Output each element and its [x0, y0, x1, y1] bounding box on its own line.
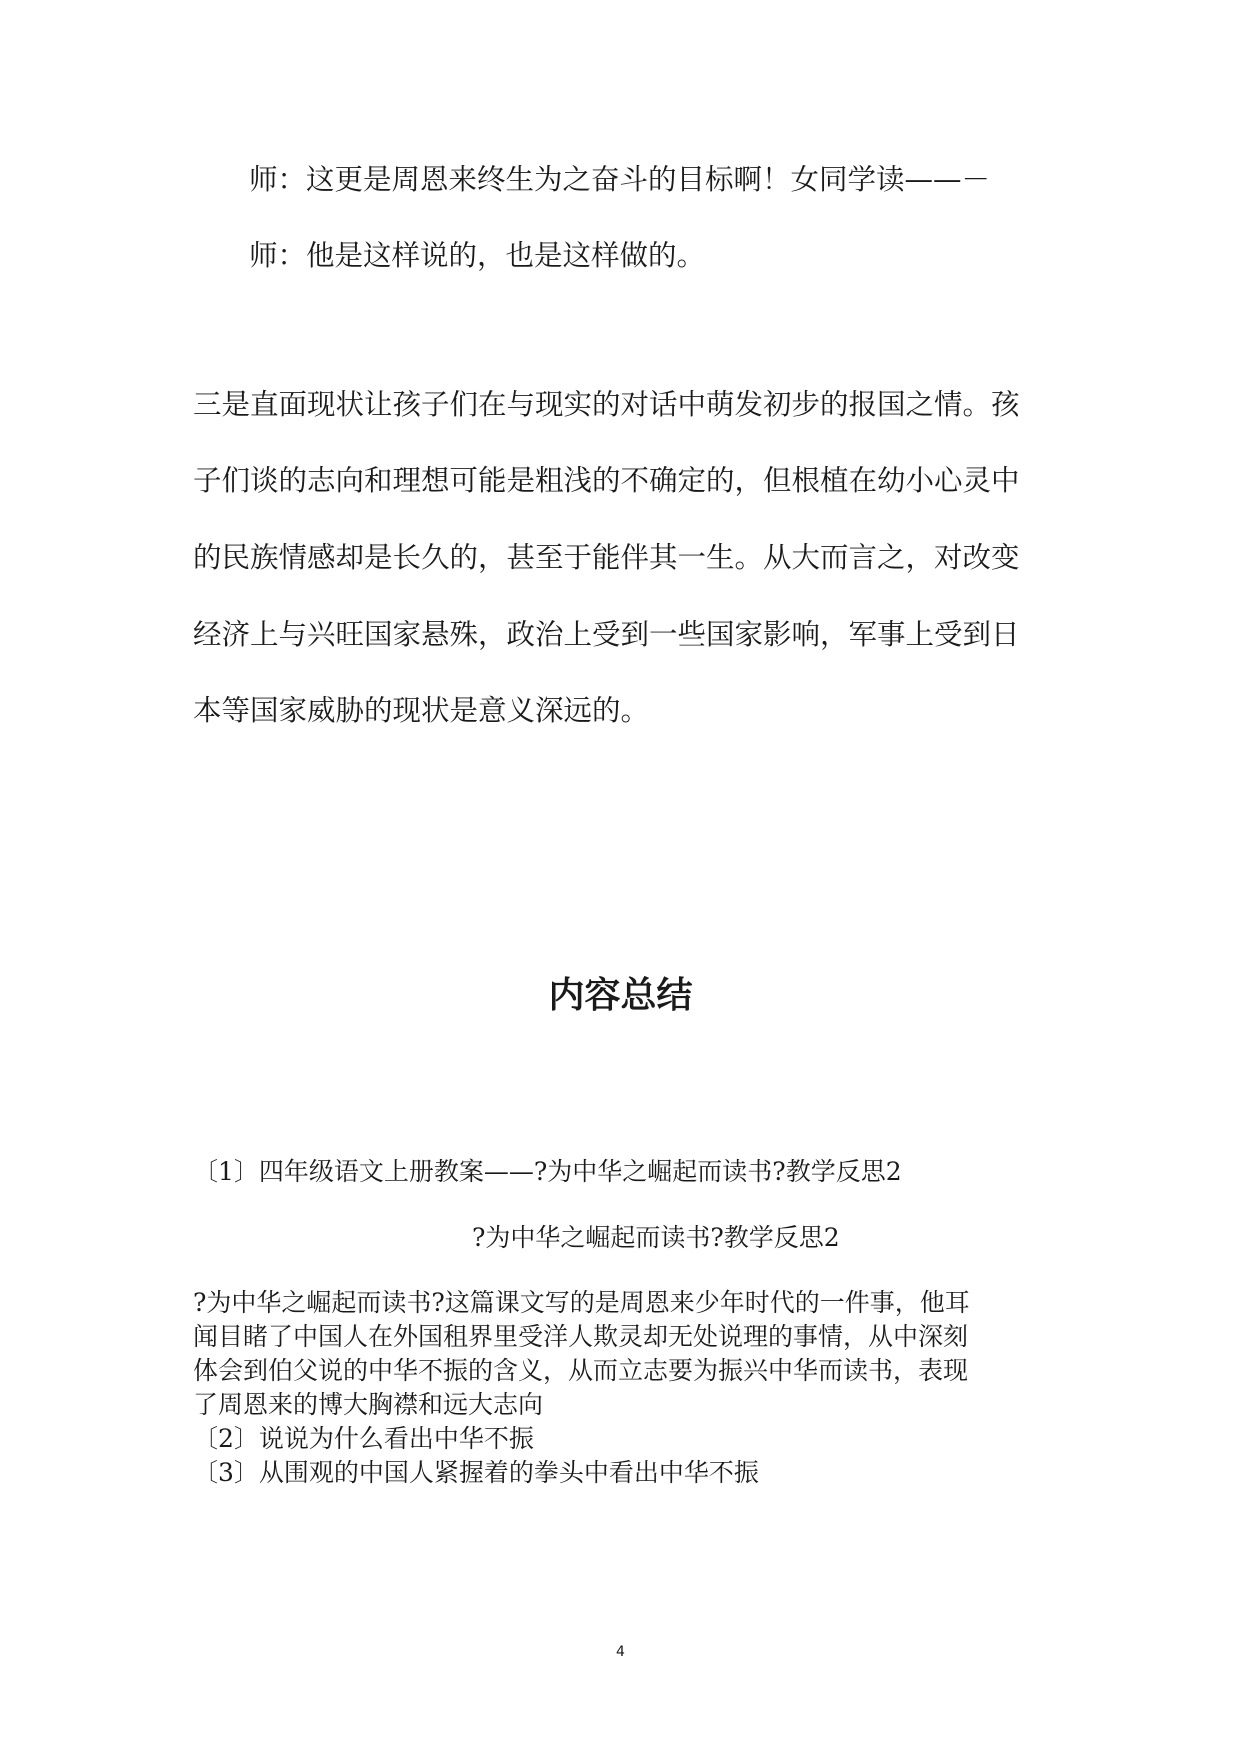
paragraph-line-1: 三是直面现状让孩子们在与现实的对话中萌发初步的报国之情。孩: [193, 388, 1020, 421]
paragraph-line-2: 子们谈的志向和理想可能是粗浅的不确定的，但根植在幼小心灵中: [193, 464, 1020, 497]
summary-item-2: 〔2〕说说为什么看出中华不振: [193, 1424, 534, 1453]
summary-desc-line-2: 闻目睹了中国人在外国租界里受洋人欺灵却无处说理的事情，从中深刻: [193, 1322, 969, 1351]
paragraph-line-5: 本等国家威胁的现状是意义深远的。: [193, 694, 650, 727]
dialogue-line-2: 师：他是这样说的，也是这样做的。: [249, 239, 706, 272]
summary-desc-line-4: 了周恩来的博大胸襟和远大志向: [193, 1390, 544, 1419]
paragraph-line-3: 的民族情感却是长久的，甚至于能伴其一生。从大而言之，对改变: [193, 541, 1020, 574]
summary-title: 内容总结: [548, 975, 693, 1016]
summary-item-3: 〔3〕从围观的中国人紧握着的拳头中看出中华不振: [193, 1458, 759, 1487]
summary-item-1: 〔1〕四年级语文上册教案——?为中华之崛起而读书?教学反思2: [193, 1157, 902, 1186]
summary-desc-line-1: ?为中华之崛起而读书?这篇课文写的是周恩来少年时代的一件事，他耳: [193, 1288, 970, 1317]
paragraph-line-4: 经济上与兴旺国家悬殊，政治上受到一些国家影响，军事上受到日: [193, 618, 1020, 651]
page-number: 4: [616, 1644, 625, 1660]
summary-desc-line-3: 体会到伯父说的中华不振的含义，从而立志要为振兴中华而读书，表现: [193, 1356, 969, 1385]
summary-subtitle: ?为中华之崛起而读书?教学反思2: [472, 1223, 840, 1252]
dialogue-line-1: 师：这更是周恩来终生为之奋斗的目标啊！女同学读——－: [249, 163, 991, 196]
